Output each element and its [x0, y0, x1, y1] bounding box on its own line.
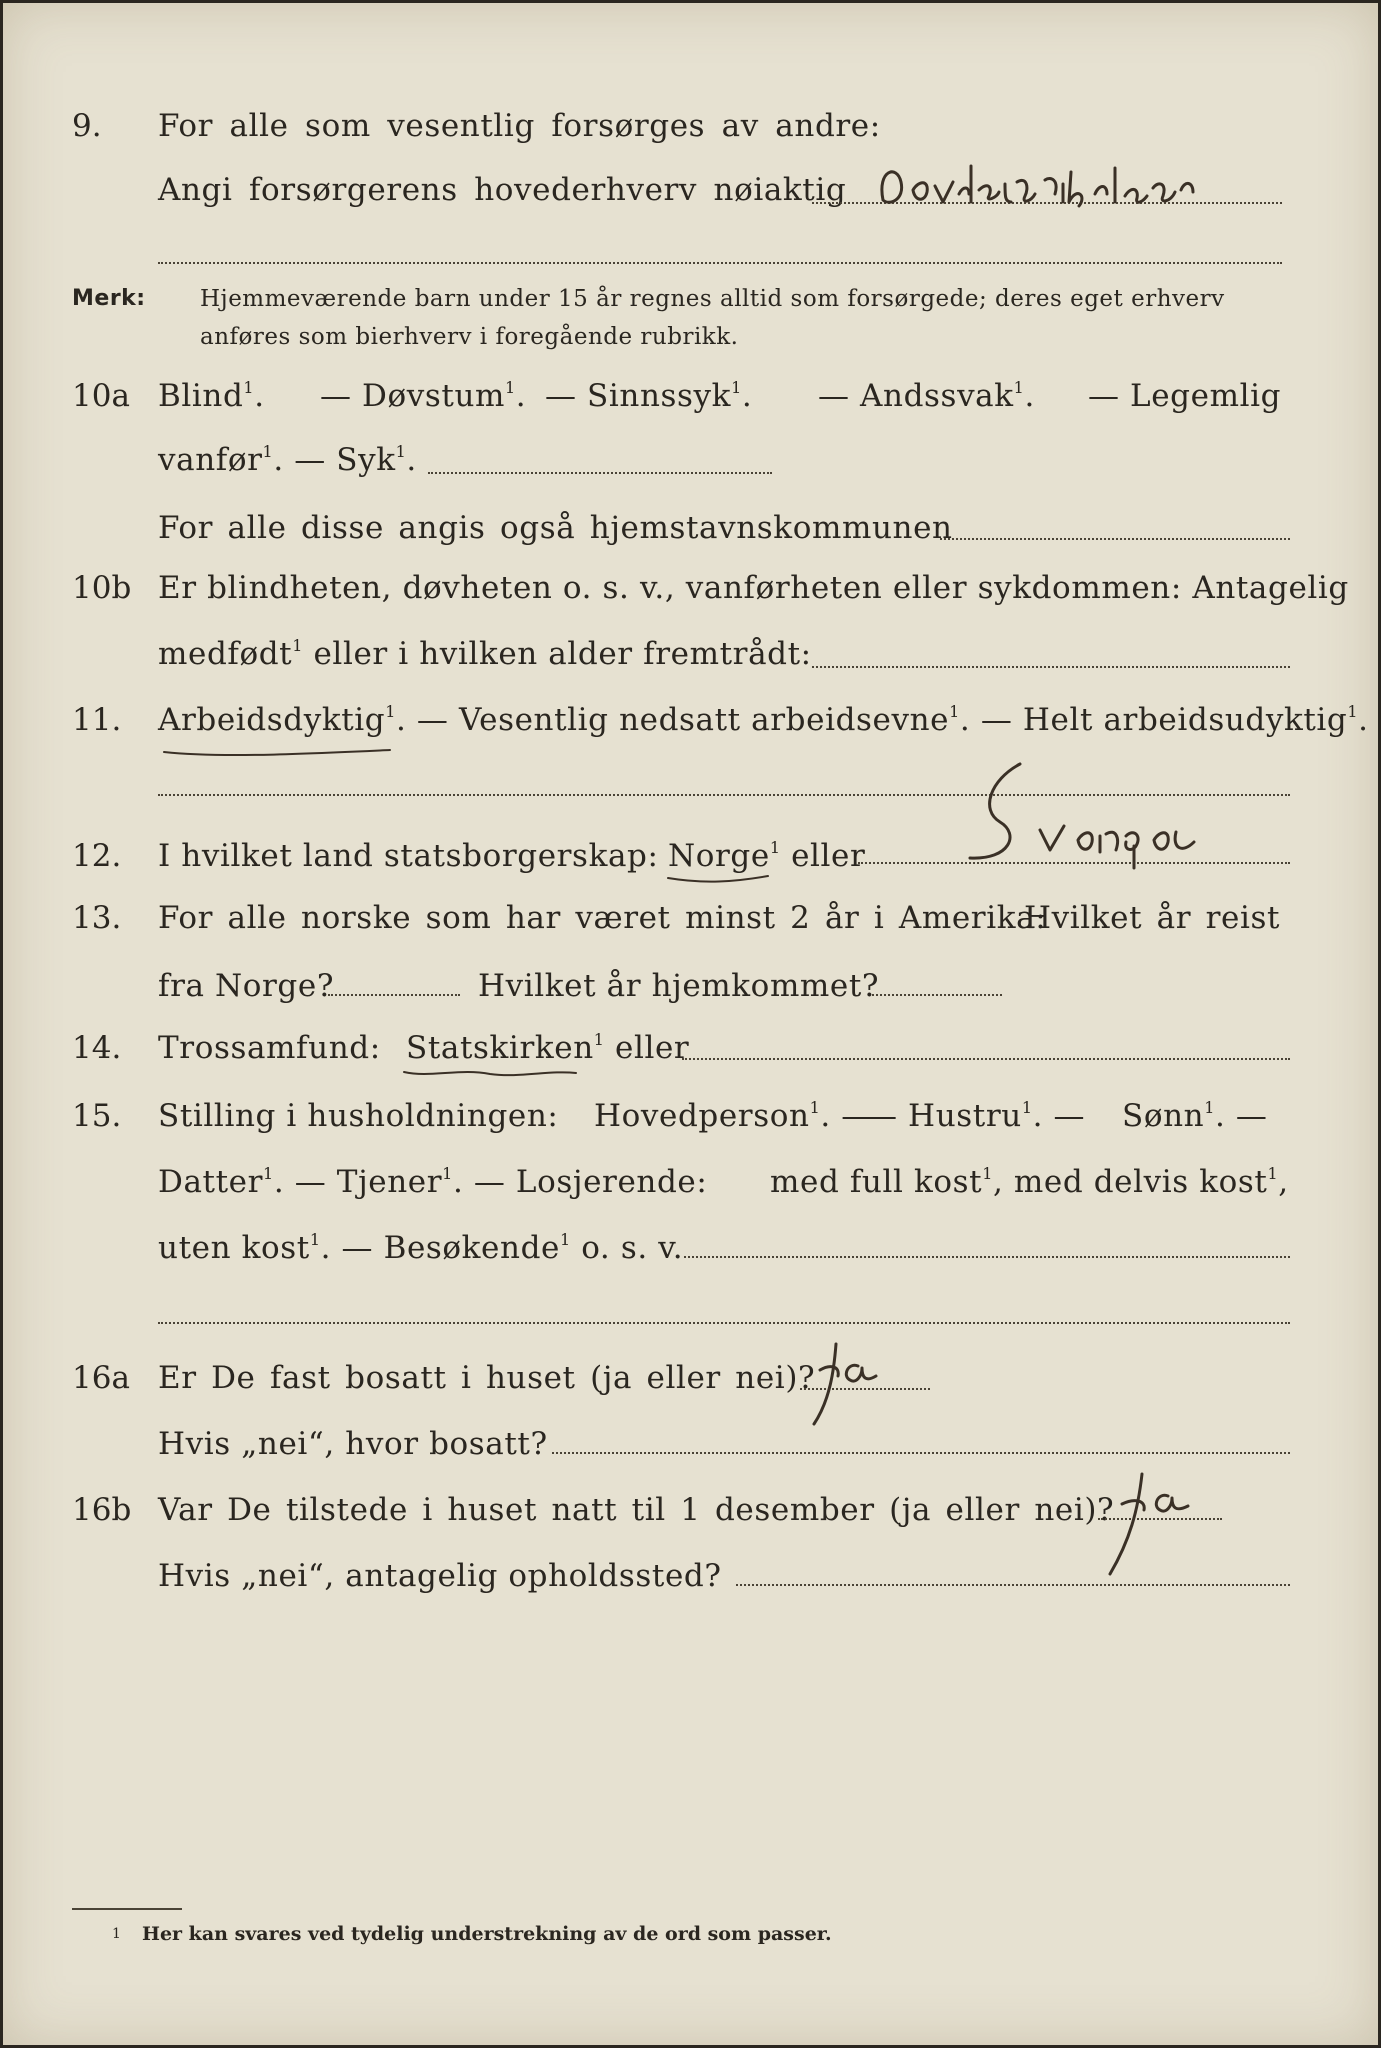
q11-text: Arbeidsdyktig$^1$. — Vesentlig nedsatt arbeidsevne$^1$. — Helt arbeidsudyktig$^1$. — [158, 702, 1369, 738]
q10b-line1: Er blindheten, døvheten o. s. v., vanførheten eller sykdommen: Antagelig — [158, 570, 1349, 606]
q15-hovedperson: Hovedperson$^1$. — — [594, 1098, 873, 1134]
footnote-mark: 1 — [112, 1926, 121, 1942]
q10a-sinnssyk: — Sinnssyk$^1$. — [545, 378, 753, 414]
q13-hjemkommet-line — [872, 994, 1002, 996]
q10a-legemlig: — Legemlig — [1088, 378, 1282, 414]
q10a-kommune-line — [940, 538, 1290, 540]
merk-line1: Hjemmeværende barn under 15 år regnes alltid som forsørgede; deres eget erhverv — [200, 286, 1225, 312]
q10a-number: 10a — [72, 378, 130, 414]
q9-number: 9. — [72, 108, 102, 144]
q15-line3: uten kost$^1$. — Besøkende$^1$ o. s. v. — [158, 1230, 684, 1266]
q9-line2: Angi forsørgerens hovederhverv nøiaktig — [158, 172, 847, 208]
q10a-line3: For alle disse angis også hjemstavnskommunen — [158, 510, 953, 546]
q11-underline-mark — [160, 742, 400, 762]
q14-statskirken: Statskirken$^1$ eller — [406, 1030, 690, 1066]
q12-norge: Norge$^1$ eller — [668, 838, 866, 874]
q9-extra-line — [158, 262, 1282, 264]
q10a-andssvak: — Andssvak$^1$. — [818, 378, 1035, 414]
q16b-line1: Var De tilstede i huset natt til 1 desember (ja eller nei)? — [158, 1492, 1115, 1528]
q16a-handwritten-answer — [800, 1340, 910, 1430]
q16a-line1: Er De fast bosatt i huset (ja eller nei)? — [158, 1360, 816, 1396]
q14-answer-line — [682, 1058, 1290, 1060]
q13-number: 13. — [72, 900, 122, 936]
q13-line2a: fra Norge? — [158, 968, 335, 1004]
q16b-handwritten-answer — [1098, 1470, 1228, 1580]
q15-kost: med full kost$^1$, med delvis kost$^1$, — [770, 1164, 1289, 1200]
q15-datter: Datter$^1$. — Tjener$^1$. — Losjerende: — [158, 1164, 708, 1200]
q15-sonn: Sønn$^1$. — — [1122, 1098, 1268, 1134]
q13-reist-line — [328, 994, 460, 996]
q16b-opholdssted-line — [736, 1584, 1290, 1586]
q9-line1: For alle som vesentlig forsørges av andre: — [158, 108, 881, 144]
q10a-vanfor: vanfør$^1$. — Syk$^1$. — [158, 442, 417, 478]
q14-underline-mark — [400, 1064, 580, 1080]
q10a-dovstum: — Døvstum$^1$. — [320, 378, 527, 414]
q16a-number: 16a — [72, 1360, 130, 1396]
q16a-line2: Hvis „nei“, hvor bosatt? — [158, 1426, 548, 1462]
q14-text: Trossamfund: — [158, 1030, 381, 1066]
q16b-line2: Hvis „nei“, antagelig opholdssted? — [158, 1558, 722, 1594]
q14-number: 14. — [72, 1030, 122, 1066]
q13-line1b: Hvilket år reist — [1024, 900, 1281, 936]
q10a-answer-line — [428, 472, 772, 474]
q10b-line2: medfødt$^1$ eller i hvilken alder fremtrådt: — [158, 636, 812, 672]
q12-number: 12. — [72, 838, 122, 874]
q10a-blind: Blind$^1$. — [158, 378, 265, 414]
q12-underline-mark — [664, 870, 774, 890]
footnote-text: Her kan svares ved tydelig understrekning av de ord som passer. — [142, 1923, 832, 1945]
footnote-rule — [72, 1908, 182, 1910]
q13-line1: For alle norske som har været minst 2 år i Amerika: — [158, 900, 1047, 936]
q9-handwritten-answer — [875, 160, 1315, 220]
q15-line1a: Stilling i husholdningen: — [158, 1098, 559, 1134]
q10b-number: 10b — [72, 570, 132, 606]
q10b-answer-line — [812, 666, 1290, 668]
q16a-bosatt-line — [552, 1452, 1290, 1454]
q16b-number: 16b — [72, 1492, 132, 1528]
q12-handwritten-answer — [950, 760, 1270, 870]
q15-answer-line — [684, 1256, 1290, 1258]
q12-text: I hvilket land statsborgerskap: — [158, 838, 659, 874]
q15-hustru: — Hustru$^1$. — — [866, 1098, 1086, 1134]
q13-line2b: Hvilket år hjemkommet? — [478, 968, 880, 1004]
q11-number: 11. — [72, 702, 122, 738]
merk-label: Merk: — [72, 286, 146, 311]
q15-extra-line — [158, 1322, 1290, 1324]
merk-line2: anføres som bierhverv i foregående rubrikk. — [200, 324, 739, 350]
q15-number: 15. — [72, 1098, 122, 1134]
